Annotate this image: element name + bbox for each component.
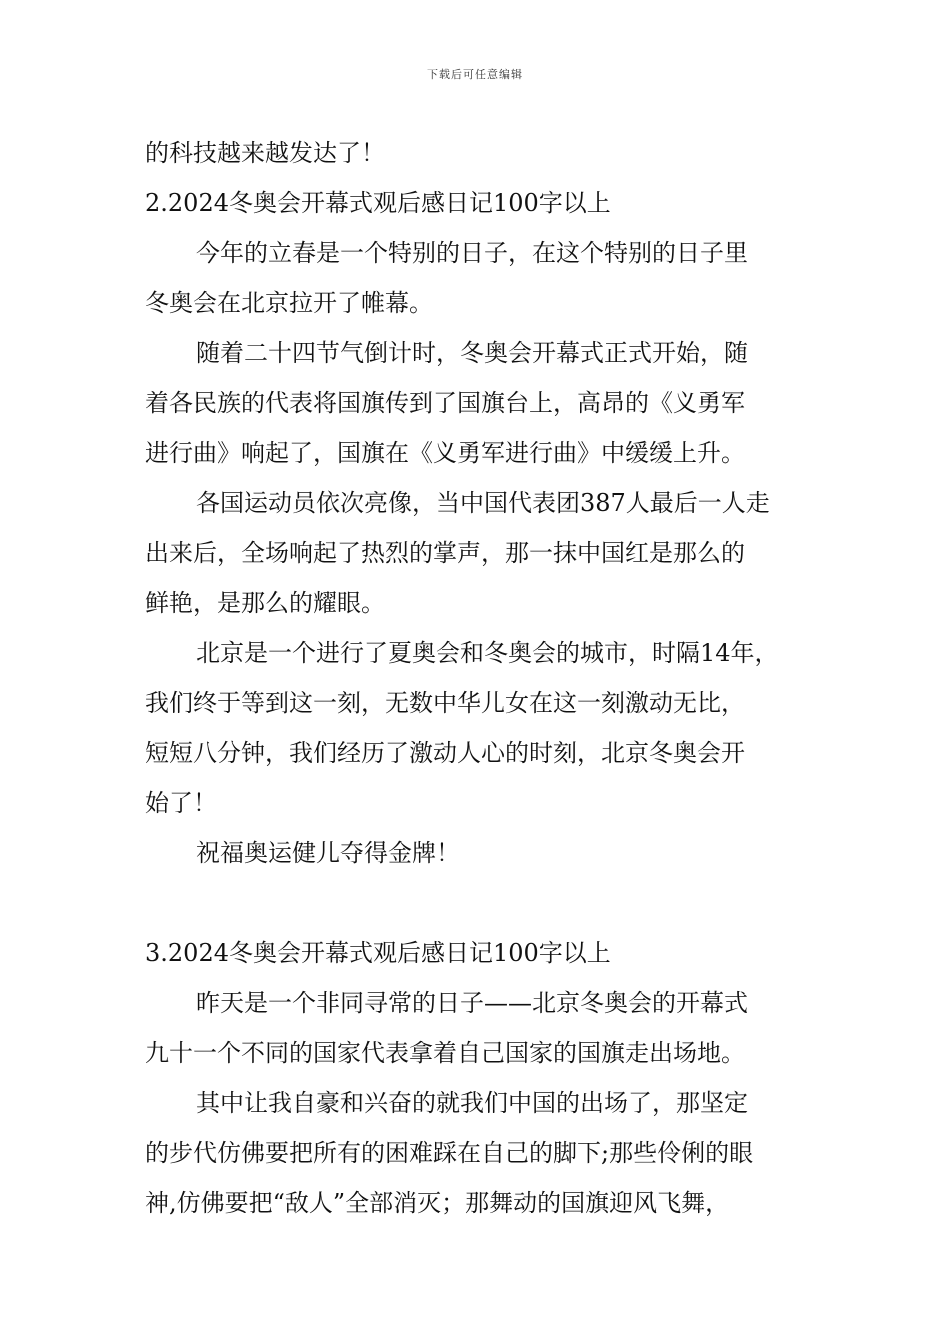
section-heading: 3.2024冬奥会开幕式观后感日记100字以上 bbox=[145, 939, 611, 967]
paragraph-line: 的步代仿佛要把所有的困难踩在自己的脚下;那些伶俐的眼 bbox=[145, 1139, 754, 1167]
header-note: 下载后可任意编辑 bbox=[427, 68, 523, 81]
paragraph-line: 随着二十四节气倒计时，冬奥会开幕式正式开始，随 bbox=[196, 339, 748, 367]
paragraph-line: 鲜艳，是那么的耀眼。 bbox=[145, 589, 385, 617]
paragraph-line: 今年的立春是一个特别的日子，在这个特别的日子里 bbox=[196, 239, 748, 267]
paragraph-line: 其中让我自豪和兴奋的就我们中国的出场了，那坚定 bbox=[196, 1089, 748, 1117]
blank-line bbox=[145, 878, 815, 928]
paragraph-line: 短短八分钟，我们经历了激动人心的时刻，北京冬奥会开 bbox=[145, 739, 745, 767]
paragraph-line: 九十一个不同的国家代表拿着自己国家的国旗走出场地。 bbox=[145, 1039, 745, 1067]
section-heading: 2.2024冬奥会开幕式观后感日记100字以上 bbox=[145, 189, 611, 217]
paragraph-line: 北京是一个进行了夏奥会和冬奥会的城市，时隔14年， bbox=[196, 639, 779, 667]
paragraph-line: 着各民族的代表将国旗传到了国旗台上，高昂的《义勇军 bbox=[145, 389, 745, 417]
paragraph-line: 昨天是一个非同寻常的日子——北京冬奥会的开幕式 bbox=[196, 989, 748, 1017]
paragraph-line: 各国运动员依次亮像，当中国代表团387人最后一人走 bbox=[196, 489, 770, 517]
paragraph-line: 我们终于等到这一刻，无数中华儿女在这一刻激动无比， bbox=[145, 689, 745, 717]
paragraph-line: 进行曲》响起了，国旗在《义勇军进行曲》中缓缓上升。 bbox=[145, 439, 745, 467]
paragraph-line: 出来后，全场响起了热烈的掌声，那一抹中国红是那么的 bbox=[145, 539, 745, 567]
paragraph-line: 冬奥会在北京拉开了帷幕。 bbox=[145, 289, 433, 317]
paragraph-line: 祝福奥运健儿夺得金牌！ bbox=[196, 839, 460, 867]
paragraph-line: 始了！ bbox=[145, 789, 217, 817]
body-line: 的科技越来越发达了！ bbox=[145, 139, 385, 167]
document-body bbox=[145, 128, 815, 1228]
paragraph-line: 神,仿佛要把“敌人”全部消灭；那舞动的国旗迎风飞舞， bbox=[145, 1189, 730, 1217]
